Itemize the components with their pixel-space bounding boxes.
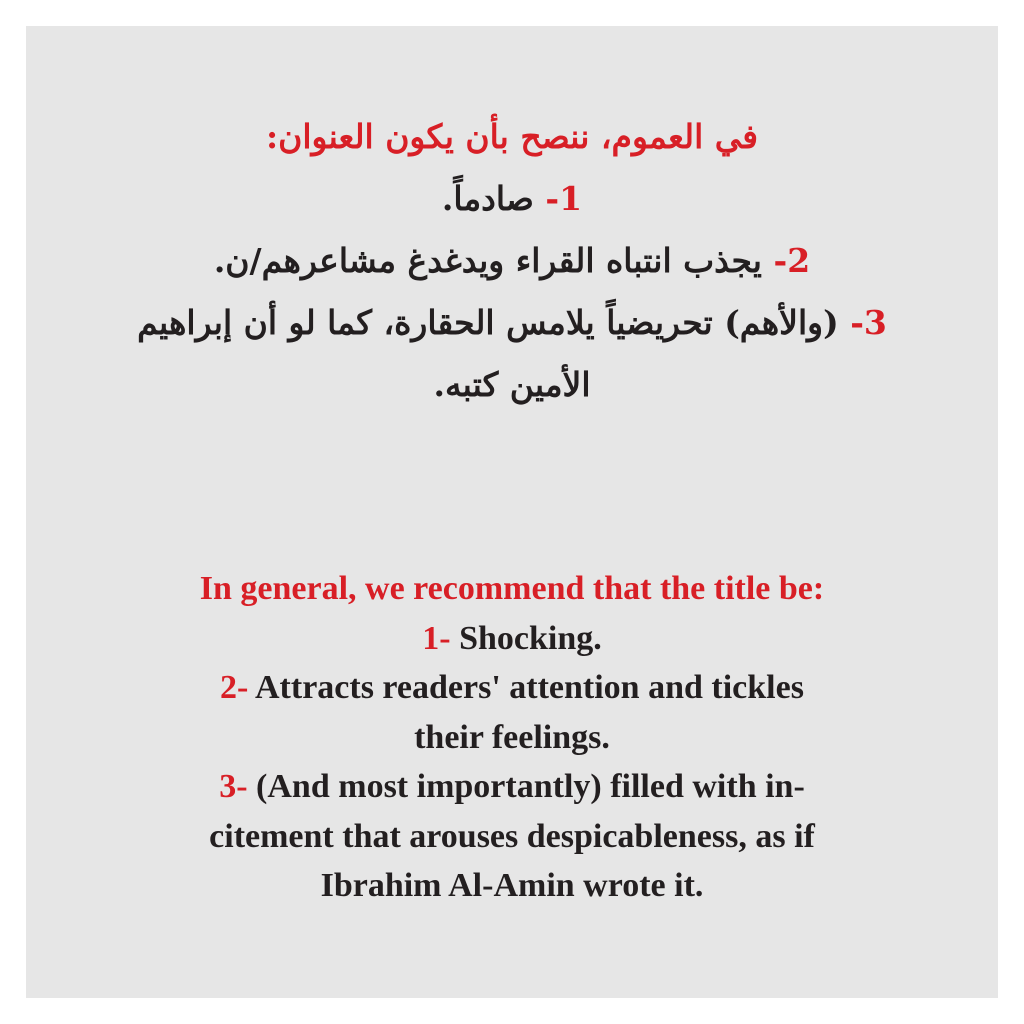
arabic-item-2 (26, 230, 998, 292)
english-item-2-line-1 (26, 663, 998, 713)
english-item-3-number: 3- (219, 768, 248, 805)
arabic-item-1-number: 1- (545, 179, 583, 218)
arabic-item-3-number: 3- (850, 303, 887, 342)
english-item-2-text-1: Attracts readers' attention and tickles (255, 669, 804, 706)
english-item-2-line-2: their feelings. (414, 718, 610, 756)
english-item-3-line-1 (26, 762, 998, 812)
arabic-item-2-text: يجذب انتباه القراء ويدغدغ مشاعرهم/ن. (213, 241, 762, 280)
arabic-item-3-text: (والأهم) تحريضياً يلامس الحقارة، كما لو أن إبراهيم الأمين كتبه. (137, 303, 839, 404)
english-item-3-line-3: Ibrahim Al-Amin wrote it. (320, 867, 704, 904)
english-item-1-text: Shocking. (459, 619, 602, 657)
arabic-heading: في العموم، ننصح بأن يكون العنوان: (265, 117, 759, 156)
arabic-text-block (26, 106, 998, 416)
english-item-3-line-2: citement that arouses despicableness, as if (209, 817, 815, 855)
english-item-2-number: 2- (220, 669, 249, 706)
content-card (26, 26, 998, 998)
english-heading: In general, we recommend that the title be: (199, 570, 825, 607)
arabic-item-3 (26, 292, 998, 416)
arabic-item-1 (26, 168, 998, 230)
english-text-block (26, 564, 998, 911)
english-item-3-text-1: (And most importantly) filled with in- (256, 768, 805, 805)
english-item-1 (26, 614, 998, 664)
arabic-item-1-text: صادماً. (441, 179, 534, 218)
arabic-item-2-number: 2- (773, 241, 811, 280)
english-item-1-number: 1- (422, 619, 451, 657)
